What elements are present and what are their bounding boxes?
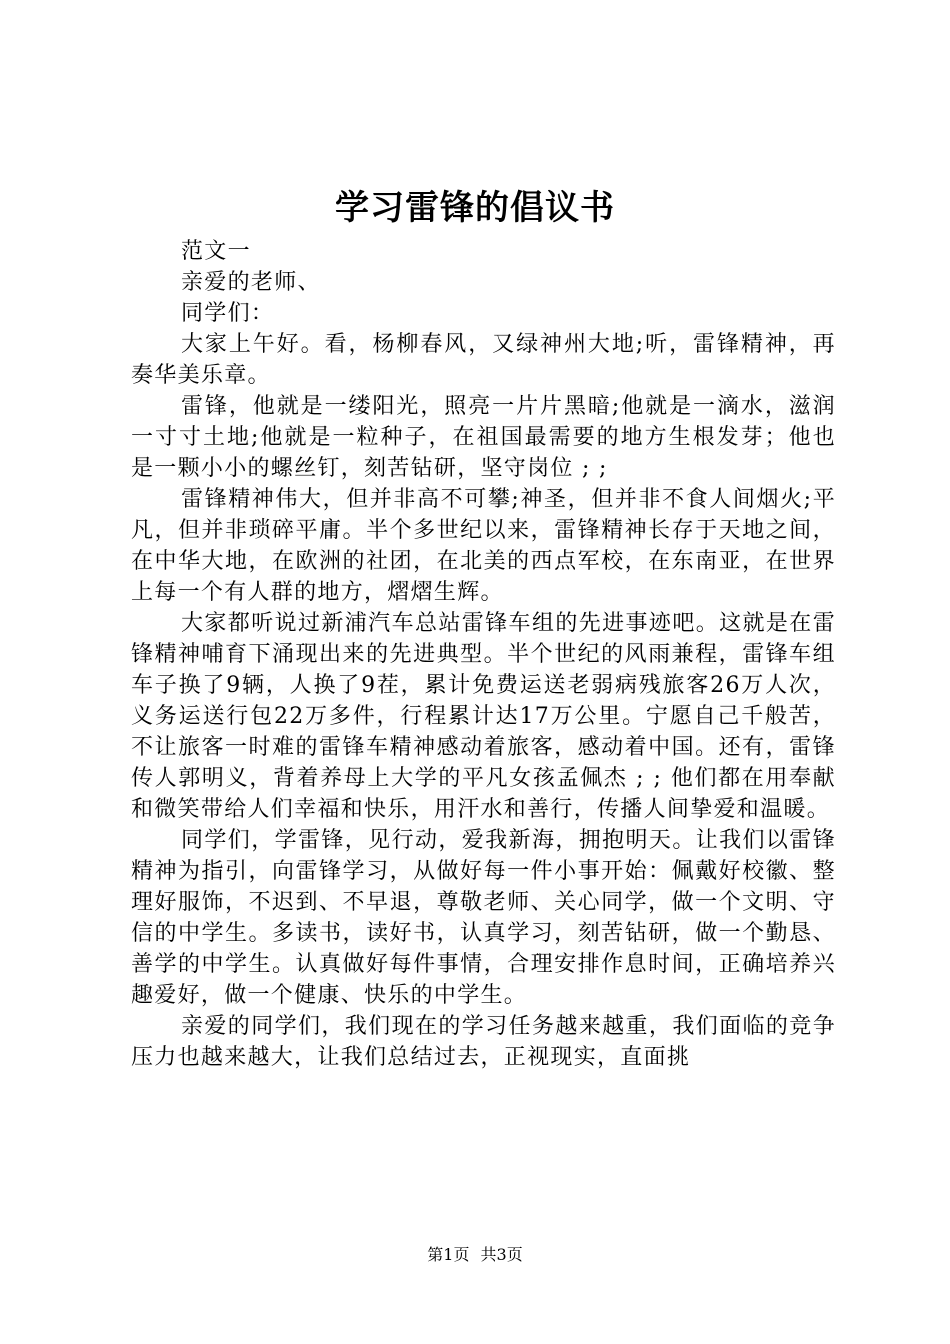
paragraph: 同学们，学雷锋，见行动，爱我新海，拥抱明天。让我们以雷锋精神为指引，向雷锋学习，从做好每一件小事开始：佩戴好校徽、整理好服饰，不迟到、不早退，尊敬老师、关心同学，做一个文明、守信的中学生。多读书，读好书，认真学习，刻苦钻研，做一个勤恳、善学的中学生。认真做好每件事情，合理安排作息时间，正确培养兴趣爱好，做一个健康、快乐的中学生。	[131, 828, 836, 1008]
paragraph: 大家上午好。看，杨柳春风，又绿神州大地;听，雷锋精神，再奏华美乐章。	[131, 332, 836, 388]
paragraph: 亲爱的同学们，我们现在的学习任务越来越重，我们面临的竞争压力也越来越大，让我们总结过去，正视现实，直面挑	[131, 1014, 836, 1070]
paragraph-salutation-heading: 范文一	[181, 239, 251, 264]
paragraph: 大家都听说过新浦汽车总站雷锋车组的先进事迹吧。这就是在雷锋精神哺育下涌现出来的先进典型。半个世纪的风雨兼程，雷锋车组车子换了9辆，人换了9茬，累计免费运送老弱病残旅客26万人次，义务运送行包22万多件，行程累计达17万公里。宁愿自己千般苦，不让旅客一时难的雷锋车精神感动着旅客，感动着中国。还有，雷锋传人郭明义，背着养母上大学的平凡女孩孟佩杰 ; ; 他们都在用奉献和微笑带给人们幸福和快乐，用汗水和善行，传播人间挚爱和温暖。	[131, 611, 836, 822]
page-number: 第1页	[427, 1245, 470, 1264]
document-title: 学习雷锋的倡议书	[335, 188, 615, 228]
paragraph: 雷锋，他就是一缕阳光，照亮一片片黑暗;他就是一滴水，滋润一寸寸土地;他就是一粒种子，在祖国最需要的地方生根发芽；他也是一颗小小的螺丝钉，刻苦钻研，坚守岗位 ; ;	[131, 394, 836, 481]
page-footer	[0, 1243, 950, 1267]
paragraph-greeting-teachers: 亲爱的老师、	[181, 270, 321, 295]
paragraph-greeting-students: 同学们：	[181, 301, 275, 326]
document-body	[131, 236, 836, 1073]
page-total: 共3页	[480, 1245, 523, 1264]
paragraph: 雷锋精神伟大，但并非高不可攀;神圣，但并非不食人间烟火;平凡，但并非琐碎平庸。半个多世纪以来，雷锋精神长存于天地之间，在中华大地，在欧洲的社团，在北美的西点军校，在东南亚，在世界上每一个有人群的地方，熠熠生辉。	[131, 487, 836, 605]
